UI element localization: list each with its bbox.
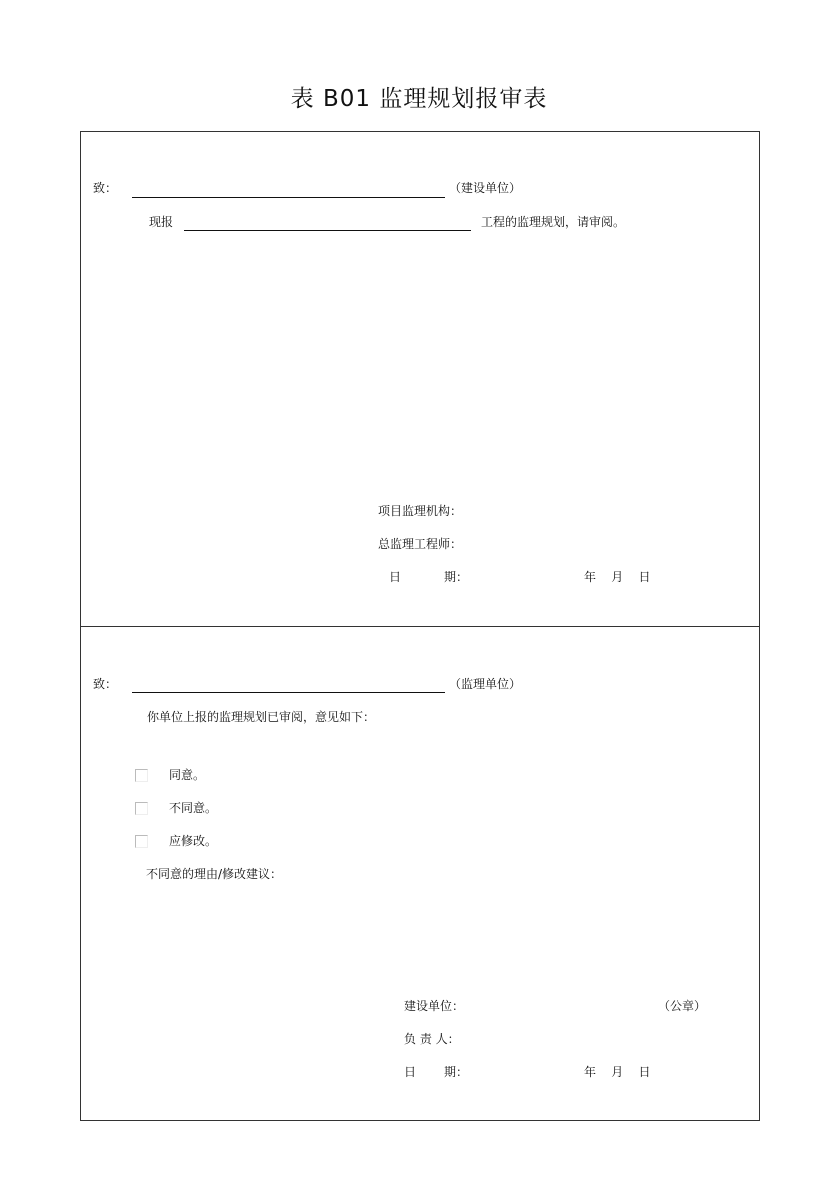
disagree-checkbox[interactable]	[135, 802, 148, 815]
revise-checkbox[interactable]	[135, 835, 148, 848]
construction-unit-field[interactable]	[132, 197, 445, 198]
date-label-2: 期：	[444, 570, 469, 584]
to-label-2: 致：	[93, 677, 118, 691]
date-ymd: 年 月 日	[584, 570, 651, 584]
project-name-field[interactable]	[184, 230, 471, 231]
supervision-unit-field[interactable]	[132, 692, 445, 693]
revise-label: 应修改。	[169, 834, 218, 848]
to-label: 致：	[93, 181, 118, 195]
chief-label: 总监理工程师：	[378, 537, 463, 551]
reason-label: 不同意的理由/修改建议：	[146, 867, 283, 881]
date-label: 日	[389, 570, 402, 584]
agree-label: 同意。	[169, 768, 206, 782]
review-intro: 你单位上报的监理规划已审阅，意见如下：	[147, 710, 376, 724]
disagree-label: 不同意。	[169, 801, 218, 815]
person-label: 负 责 人：	[404, 1032, 460, 1046]
form-title: 表 B01 监理规划报审表	[290, 86, 548, 112]
to-suffix-2: （监理单位）	[449, 677, 522, 691]
org-label: 项目监理机构：	[378, 504, 463, 518]
date-ymd-s2: 年 月 日	[584, 1065, 651, 1079]
to-suffix: （建设单位）	[449, 181, 522, 195]
report-prefix: 现报	[149, 215, 174, 229]
section-divider	[80, 626, 760, 627]
date-label-s2: 日	[404, 1065, 417, 1079]
unit-label: 建设单位：	[404, 999, 465, 1013]
date-label-s2-2: 期：	[444, 1065, 469, 1079]
report-suffix: 工程的监理规划，请审阅。	[481, 215, 626, 229]
seal-label: （公章）	[658, 999, 707, 1013]
agree-checkbox[interactable]	[135, 769, 148, 782]
